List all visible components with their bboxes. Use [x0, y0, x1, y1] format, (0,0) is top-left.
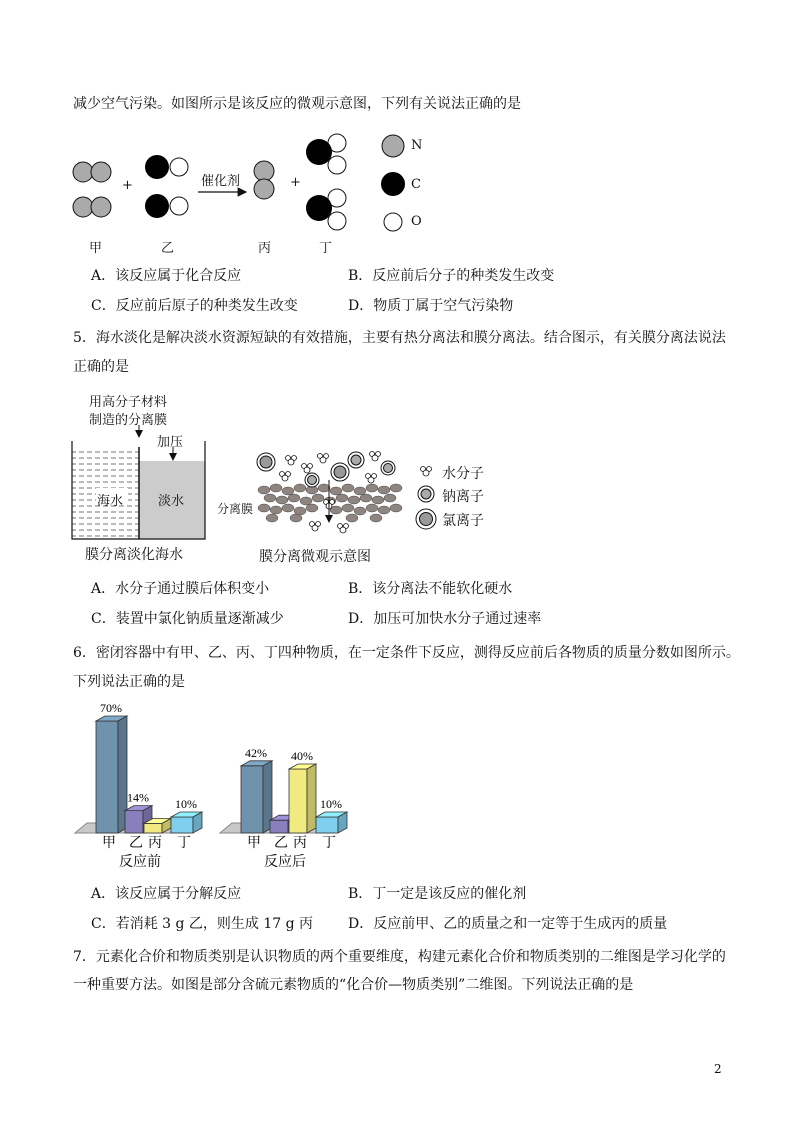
- q4-option-a: A．该反应属于化合反应: [91, 268, 242, 284]
- category-label: 甲: [102, 835, 116, 851]
- q6-stem-line1: 6．密闭容器中有甲、乙、丙、丁四种物质，在一定条件下反应，测得反应前后各物质的质量分数如图所示。: [73, 645, 740, 661]
- legend-sodium: 钠离子: [442, 489, 484, 505]
- q4-option-c: C．反应前后原子的种类发生改变: [91, 298, 298, 314]
- chart-after: [215, 700, 355, 880]
- q6-option-d: D．反应前甲、乙的质量之和一定等于生成丙的质量: [348, 916, 668, 932]
- q5-option-d: D．加压可加快水分子通过速率: [348, 611, 542, 627]
- chart-title: 反应后: [264, 854, 306, 870]
- q4-option-d: D．物质丁属于空气污染物: [348, 298, 514, 314]
- bar-甲: [96, 716, 127, 833]
- legend-c-label: C: [411, 177, 421, 192]
- q7-stem-line1: 7．元素化合价和物质类别是认识物质的两个重要维度，构建元素化合价和物质类别的二维图是学习化学的: [73, 949, 726, 965]
- left-caption: 膜分离淡化海水: [85, 547, 183, 563]
- data-label: 40%: [291, 749, 313, 763]
- plus-sign: +: [122, 178, 133, 193]
- seawater-label: 海水: [97, 494, 124, 509]
- data-label: 42%: [245, 745, 267, 760]
- q4-reaction-diagram: [0, 125, 794, 285]
- molecule-ding: [306, 134, 346, 230]
- page-number: 2: [714, 1062, 722, 1076]
- q6-option-c: C．若消耗 3 g 乙，则生成 17 g 丙: [91, 916, 314, 932]
- legend-o-label: O: [411, 214, 422, 229]
- legend-c-atom: [381, 172, 405, 196]
- molecule-bing: [254, 161, 274, 199]
- category-label: 乙: [129, 835, 143, 851]
- label-bing: 丙: [258, 241, 272, 256]
- category-label: 乙: [274, 835, 288, 851]
- legend-chloride: 氯离子: [442, 513, 484, 529]
- data-label: 14%: [127, 790, 149, 805]
- bar-丁: [171, 812, 202, 833]
- membrane-micro-diagram: [252, 450, 412, 535]
- bar-丁: [316, 812, 347, 833]
- membrane-label-1: 用高分子材料: [89, 395, 168, 410]
- label-jia: 甲: [89, 241, 103, 256]
- q5-option-b: B．该分离法不能软化硬水: [348, 581, 513, 597]
- membrane-label-2: 制造的分离膜: [89, 413, 168, 428]
- bar-甲: [241, 761, 272, 833]
- chart-title: 反应前: [119, 854, 161, 870]
- legend-water: 水分子: [442, 466, 484, 482]
- plus-sign: +: [290, 175, 301, 190]
- q6-stem-line2: 下列说法正确的是: [73, 674, 185, 690]
- category-label: 丙: [148, 835, 162, 851]
- membrane-apparatus: [70, 425, 220, 545]
- q4-intro: 减少空气污染。如图所示是该反应的微观示意图，下列有关说法正确的是: [73, 96, 521, 112]
- legend-n-label: N: [411, 138, 423, 153]
- pressure-label: 加压: [157, 435, 184, 450]
- catalyst-label: 催化剂: [201, 174, 241, 189]
- right-caption: 膜分离微观示意图: [259, 549, 371, 565]
- chart-before: [70, 700, 210, 880]
- legend-n-atom: [382, 135, 404, 157]
- bar-丙: [289, 764, 316, 833]
- q7-stem-line2: 一种重要方法。如图是部分含硫元素物质的“化合价—物质类别”二维图。下列说法正确的是: [73, 977, 634, 993]
- category-label: 丙: [293, 835, 307, 851]
- membrane-side-label: 分离膜: [217, 502, 254, 516]
- q6-option-a: A．该反应属于分解反应: [91, 886, 242, 902]
- category-label: 丁: [322, 835, 336, 851]
- category-label: 丁: [177, 835, 191, 851]
- legend-o-atom: [384, 213, 402, 231]
- q5-option-c: C．装置中氯化钠质量逐渐减少: [91, 611, 284, 627]
- molecule-jia: [73, 162, 111, 217]
- data-label: 10%: [320, 797, 342, 811]
- label-yi: 乙: [161, 241, 175, 256]
- category-label: 甲: [247, 835, 261, 851]
- molecule-yi: [145, 155, 188, 218]
- data-label: 70%: [100, 701, 122, 715]
- freshwater-label: 淡水: [158, 494, 185, 509]
- q6-option-b: B．丁一定是该反应的催化剂: [348, 886, 527, 902]
- q5-stem-line2: 正确的是: [73, 359, 129, 375]
- data-label: 10%: [175, 797, 197, 811]
- q5-option-a: A．水分子通过膜后体积变小: [91, 581, 270, 597]
- q5-stem-line1: 5．海水淡化是解决淡水资源短缺的有效措施，主要有热分离法和膜分离法。结合图示，有关膜分离法说法: [73, 330, 726, 346]
- label-ding: 丁: [319, 241, 333, 256]
- q4-option-b: B．反应前后分子的种类发生改变: [348, 268, 555, 284]
